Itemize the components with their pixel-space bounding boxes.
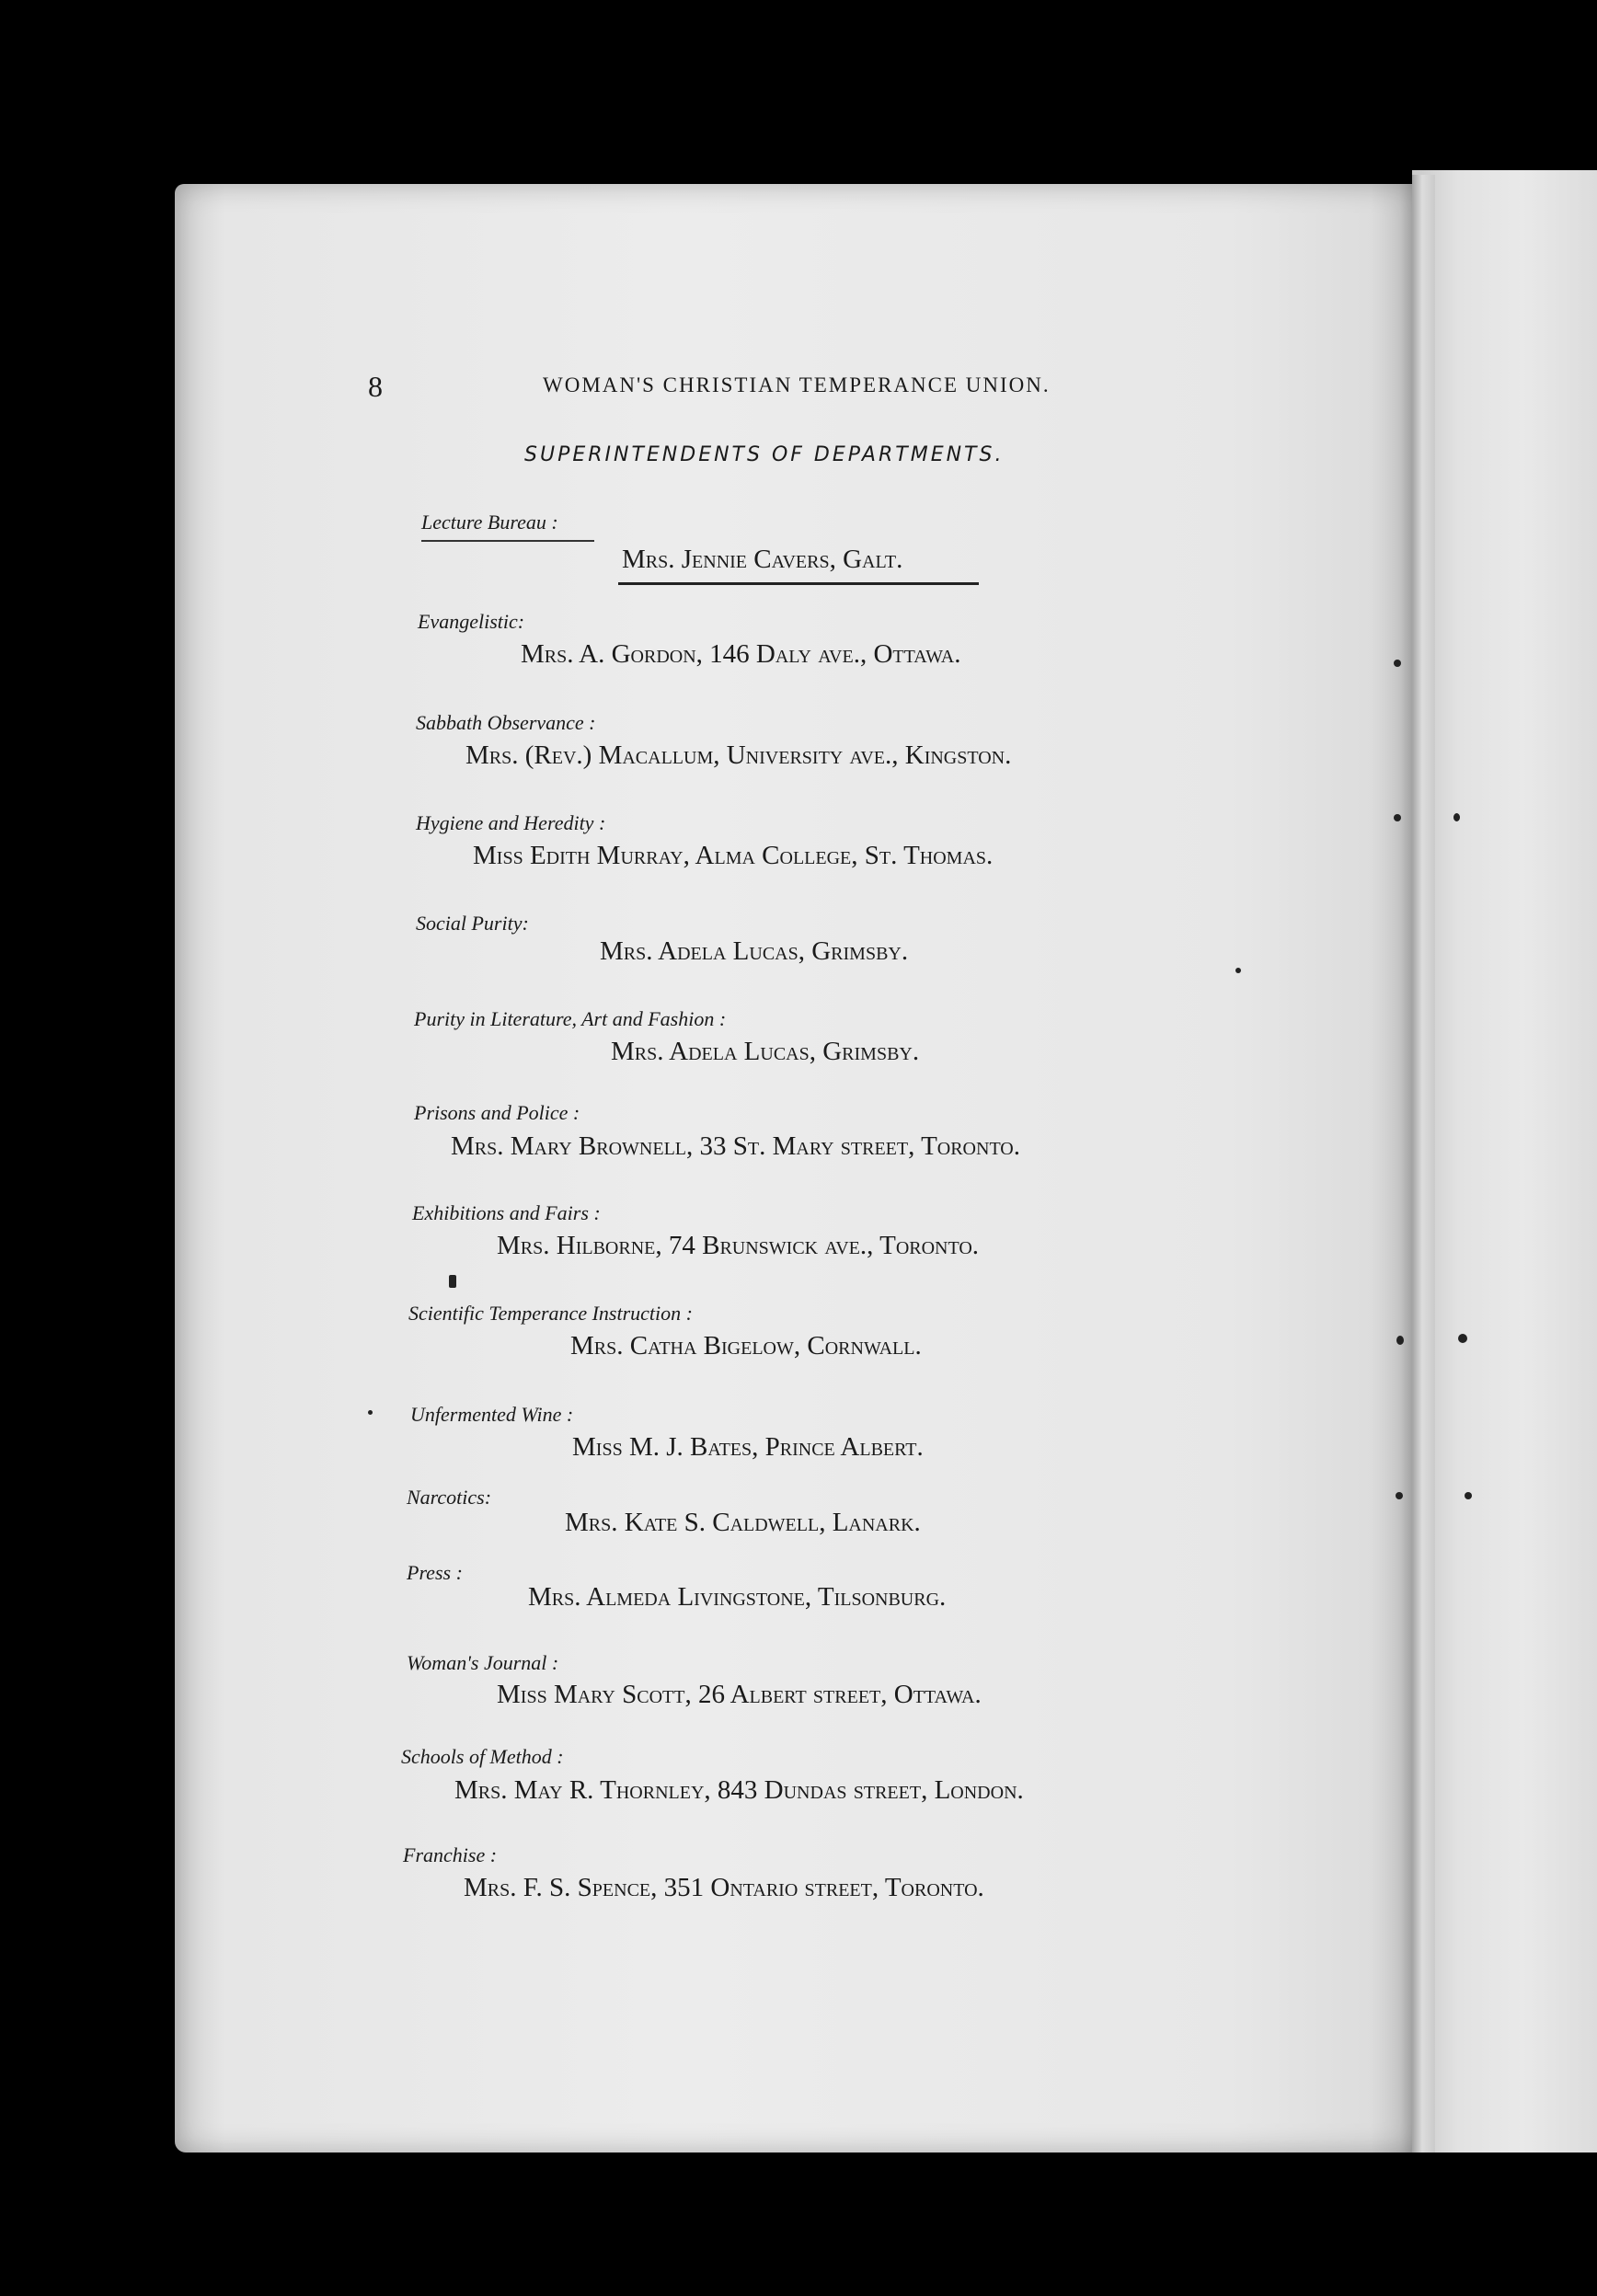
superintendent-schools-of-method: Mrs. May R. Thornley, 843 Dundas street, London. [454,1775,1024,1805]
superintendent-social-purity: Mrs. Adela Lucas, Grimsby. [600,936,909,966]
department-franchise: Franchise : [403,1843,498,1866]
superintendent-scientific-temperance: Mrs. Catha Bigelow, Cornwall. [570,1331,922,1360]
superintendent-sabbath-observance: Mrs. (Rev.) Macallum, University ave., Kingston. [465,740,1012,770]
scan-speck [1394,814,1401,821]
superintendent-exhibitions-fairs: Mrs. Hilborne, 74 Brunswick ave., Toronto. [497,1231,980,1260]
superintendent-unfermented-wine: Miss M. J. Bates, Prince Albert. [572,1432,924,1462]
department-purity-literature: Purity in Literature, Art and Fashion : [414,1007,727,1030]
superintendent-prisons-police: Mrs. Mary Brownell, 33 St. Mary street, Toronto. [451,1131,1020,1161]
superintendent-purity-literature: Mrs. Adela Lucas, Grimsby. [611,1037,920,1066]
scan-speck [368,1410,373,1415]
scan-speck [1235,968,1241,973]
department-press: Press : [407,1561,463,1584]
department-prisons-police: Prisons and Police : [414,1101,580,1124]
superintendent-franchise: Mrs. F. S. Spence, 351 Ontario street, Toronto. [464,1873,984,1902]
department-scientific-temperance: Scientific Temperance Instruction : [408,1302,693,1325]
department-hygiene-heredity: Hygiene and Heredity : [416,811,606,834]
scan-speck [1465,1492,1472,1499]
book-gutter [1371,175,1435,2152]
department-narcotics: Narcotics: [407,1486,492,1509]
department-unfermented-wine: Unfermented Wine : [410,1403,574,1426]
superintendent-press: Mrs. Almeda Livingstone, Tilsonburg. [528,1582,947,1612]
cavers-underline [618,582,979,585]
superintendent-lecture-bureau: Mrs. Jennie Cavers, Galt. [622,545,903,574]
superintendent-evangelistic: Mrs. A. Gordon, 146 Daly ave., Ottawa. [521,639,961,669]
facing-page [1412,170,1597,2152]
department-exhibitions-fairs: Exhibitions and Fairs : [412,1201,601,1224]
department-lecture-bureau: Lecture Bureau : [421,511,558,534]
scan-speck [449,1275,456,1288]
scan-speck [1394,660,1401,667]
scan-speck [1396,1336,1404,1345]
department-schools-of-method: Schools of Method : [401,1745,564,1768]
book-page [175,184,1417,2152]
superintendent-narcotics: Mrs. Kate S. Caldwell, Lanark. [565,1508,921,1537]
page-number: 8 [368,370,383,403]
scan-speck [1458,1334,1467,1343]
department-evangelistic: Evangelistic: [418,610,525,633]
department-sabbath-observance: Sabbath Observance : [416,711,596,734]
running-head: WOMAN'S CHRISTIAN TEMPERANCE UNION. [543,373,1051,396]
scan-speck [1453,813,1460,821]
department-social-purity: Social Purity: [416,912,529,935]
lecture-bureau-rule [421,540,594,542]
superintendent-hygiene-heredity: Miss Edith Murray, Alma College, St. Thomas. [473,841,994,870]
superintendent-womans-journal: Miss Mary Scott, 26 Albert street, Ottawa. [497,1680,982,1709]
section-title: SUPERINTENDENTS OF DEPARTMENTS. [524,443,1005,466]
department-womans-journal: Woman's Journal : [407,1651,559,1674]
scan-speck [1396,1492,1403,1499]
